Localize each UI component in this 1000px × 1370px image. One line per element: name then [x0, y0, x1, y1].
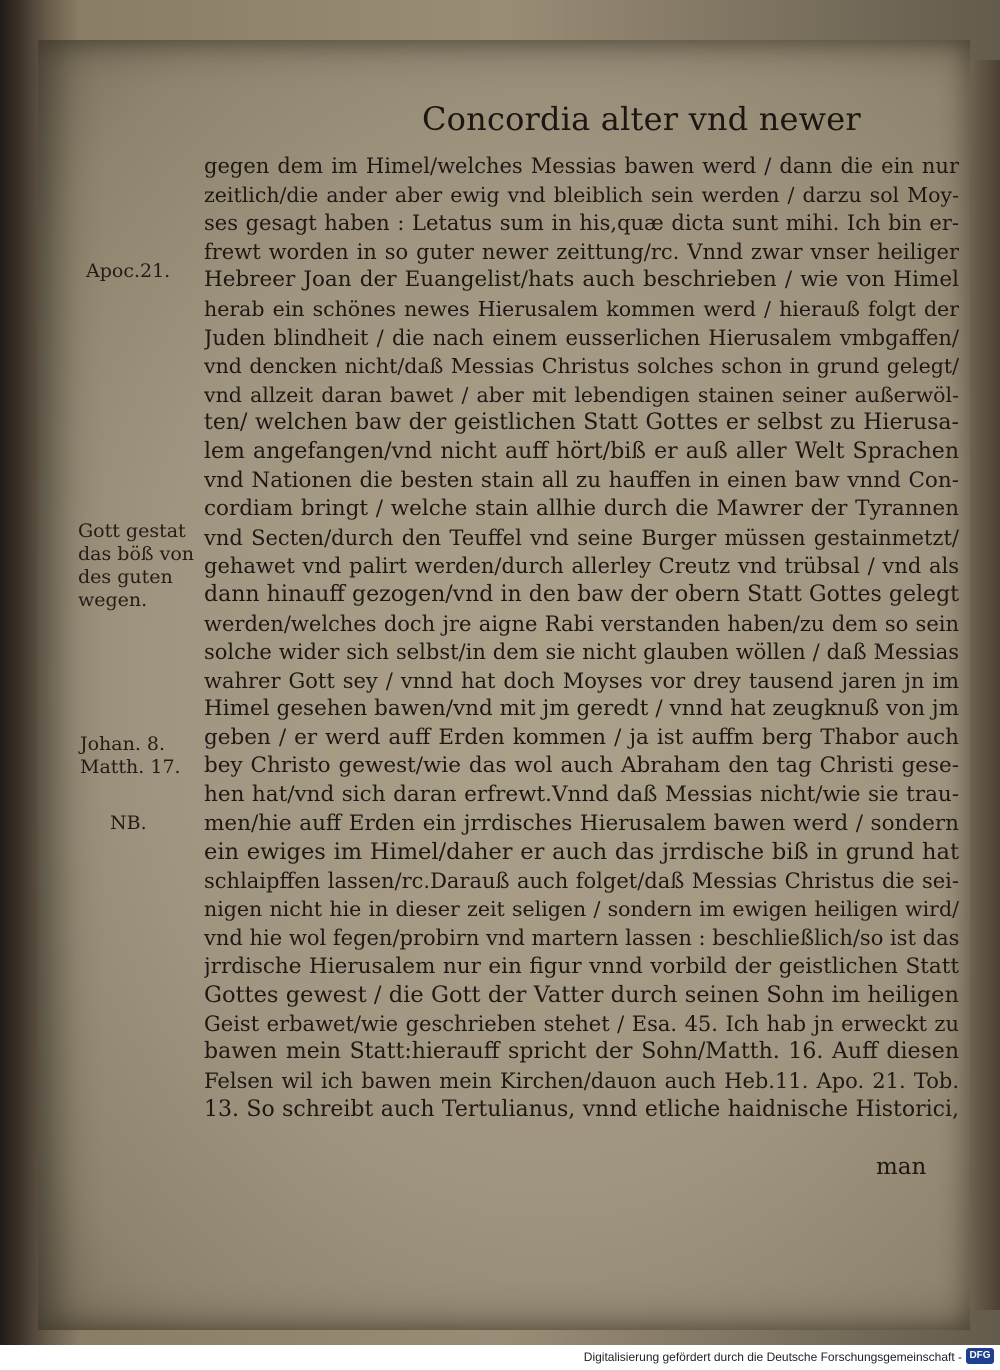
- text-line: Felsen wil ich bawen mein Kirchen/dauon auch Heb.11. Apo. 21. Tob.: [204, 1069, 959, 1093]
- text-line: bey Christo gewest/wie das wol auch Abraham den tag Christi gese-: [204, 753, 959, 779]
- footer-bar: [0, 1345, 1000, 1370]
- text-line: vnd Nationen die besten stain all zu hauffen in einen baw vnnd Con-: [204, 467, 959, 493]
- text-line: frewt worden in so guter newer zeittung/rc. Vnnd zwar vnser heiliger: [204, 239, 959, 264]
- text-line: gegen dem im Himel/welches Messias bawen werd / dann die ein nur: [204, 154, 959, 178]
- text-line: solche wider sich selbst/in dem sie nicht glauben wöllen / daß Messias: [204, 640, 959, 665]
- dfg-logo: DFG: [966, 1348, 994, 1364]
- catchword: man: [876, 1154, 927, 1180]
- book-spine: [0, 0, 38, 1345]
- margin-note-line: Matth. 17.: [80, 756, 181, 778]
- margin-note-line: das böß von: [78, 543, 195, 565]
- running-title: Concordia alter vnd newer: [422, 100, 861, 138]
- margin-note-line: Johan. 8.: [80, 733, 166, 755]
- text-line: jrrdische Hierusalem nur ein figur vnnd vorbild der geistlichen Statt: [204, 953, 959, 979]
- text-line: schlaipffen lassen/rc.Darauß auch folget/daß Messias Christus die sei-: [204, 868, 959, 893]
- text-line: ein ewiges im Himel/daher er auch das jrrdische biß in grund hat: [204, 839, 959, 866]
- text-line: herab ein schönes newes Hierusalem kommen werd / hierauß folgt der: [204, 296, 959, 321]
- text-line: wahrer Gott sey / vnnd hat doch Moyses vor drey tausend jaren jn im: [204, 668, 959, 693]
- text-line: men/hie auff Erden ein jrrdisches Hierusalem bawen werd / sondern: [204, 810, 959, 836]
- text-line: Gottes gewest / die Gott der Vatter durch seinen Sohn im heiligen: [204, 982, 959, 1009]
- margin-note-line: des guten: [78, 566, 173, 588]
- margin-note-apoc: Apoc.21.: [86, 260, 171, 282]
- margin-note-nb: NB.: [110, 812, 147, 834]
- text-line: bawen mein Statt:hierauff spricht der Sohn/Matth. 16. Auff diesen: [204, 1039, 959, 1065]
- text-line: Juden blindheit / die nach einem eusserlichen Hierusalem vmbgaffen/: [204, 325, 959, 350]
- text-line: ses gesagt haben : Letatus sum in his,quæ dicta sunt mihi. Ich bin er-: [204, 211, 959, 236]
- funding-credit: Digitalisierung gefördert durch die Deutsche Forschungsgemeinschaft -: [583, 1350, 962, 1364]
- text-line: cordiam bringt / welche stain allhie durch die Mawrer der Tyrannen: [204, 496, 959, 522]
- text-line: lem angefangen/vnd nicht auff hört/biß er auß aller Welt Sprachen: [204, 438, 959, 464]
- text-line: werden/welches doch jre aigne Rabi verstanden haben/zu dem so sein: [204, 611, 959, 636]
- margin-note-line: wegen.: [78, 589, 148, 611]
- text-line: geben / er werd auff Erden kommen / ja ist auffm berg Thabor auch: [204, 724, 959, 750]
- text-line: gehawet vnd palirt werden/durch allerley Creutz vnd trübsal / vnd als: [204, 554, 959, 579]
- text-line: dann hinauff gezogen/vnd in den baw der obern Statt Gottes gelegt: [204, 581, 959, 607]
- text-line: 13. So schreibt auch Tertulianus, vnnd etliche haidnische Historici,: [204, 1096, 959, 1122]
- text-line: zeitlich/die ander aber ewig vnd bleiblich sein werden / darzu sol Moy-: [204, 182, 959, 207]
- page-edge: [970, 60, 1000, 1310]
- text-line: vnd dencken nicht/daß Messias Christus solches schon in grund gelegt/: [204, 354, 959, 379]
- text-line: hen hat/vnd sich daran erfrewt.Vnnd daß Messias nicht/wie sie trau-: [204, 782, 959, 808]
- text-line: vnd allzeit daran bawet / aber mit lebendigen stainen seiner außerwöl-: [204, 382, 959, 407]
- text-line: vnd hie wol fegen/probirn vnd martern lassen : beschließlich/so ist das: [204, 926, 959, 951]
- margin-note-gott: [78, 520, 194, 612]
- text-line: Geist erbawet/wie geschrieben stehet / Esa. 45. Ich hab jn erweckt zu: [204, 1011, 959, 1036]
- text-line: Himel gesehen bawen/vnd mit jm geredt / vnnd hat zeugknuß von jm: [204, 696, 959, 722]
- text-line: vnd Secten/durch den Teuffel vnd seine Burger müssen gestainmetzt/: [204, 525, 959, 550]
- text-line: Hebreer Joan der Euangelist/hats auch beschrieben / wie von Himel: [204, 267, 959, 293]
- margin-note-line: Gott gestat: [78, 520, 186, 542]
- text-line: nigen nicht hie in dieser zeit seligen / sondern im ewigen heiligen wird/: [204, 897, 959, 922]
- margin-note-johan: [80, 733, 181, 779]
- main-text-block: [204, 152, 959, 1124]
- text-line: ten/ welchen baw der geistlichen Statt Gottes er selbst zu Hierusa-: [204, 410, 959, 436]
